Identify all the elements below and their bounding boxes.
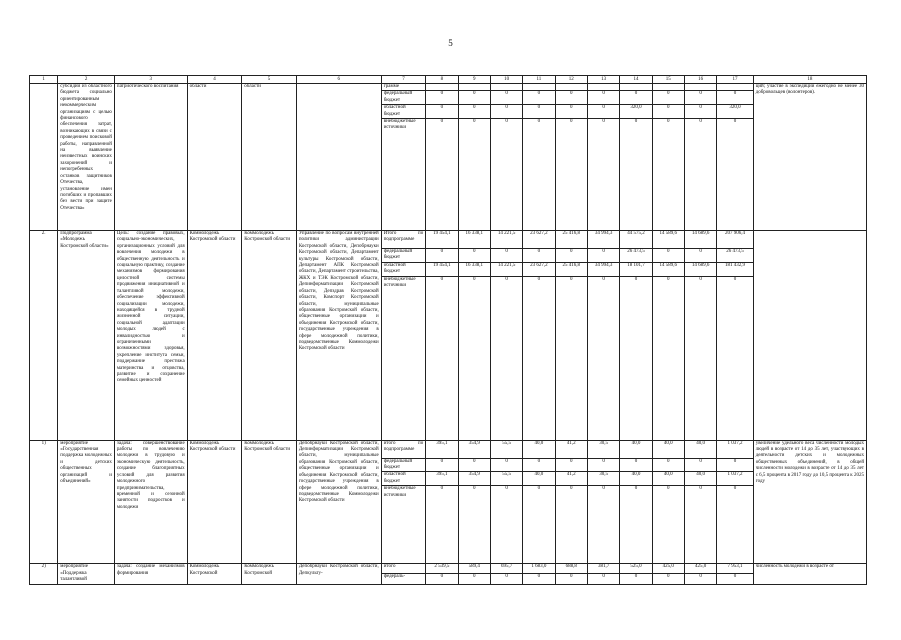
coexecutor: Коммолодежь Костромской области (242, 440, 297, 564)
amount-cell: 688,8 (555, 564, 587, 574)
coexecutor: Коммолодежь Костромской области (242, 231, 297, 441)
amount-cell: 0 (458, 276, 490, 440)
amount-cell: 40,0 (652, 472, 684, 486)
amount-cell: 14 221,5 (490, 231, 522, 249)
amount-cell: 14 689,6 (684, 262, 716, 276)
column-number-1: 1 (30, 76, 58, 84)
amount-cell: 25 416,8 (555, 262, 587, 276)
table-row (30, 231, 867, 249)
amount-cell: 34 994,3 (587, 262, 619, 276)
amount-cell: 0 (523, 276, 555, 440)
amount-cell: 0 (684, 119, 716, 231)
amount-cell: 0 (652, 276, 684, 440)
amount-cell: 23 627,2 (523, 262, 555, 276)
amount-cell: 19 454,1 (426, 231, 458, 249)
amount-cell (652, 84, 684, 91)
amount-cell: 19 454,1 (426, 262, 458, 276)
amount-cell: 0 (587, 105, 619, 119)
coexecutor: области (242, 84, 297, 231)
amount-cell: 34 994,3 (587, 231, 619, 249)
funding-source: итого по подпрограмме (381, 440, 425, 458)
amount-cell: 40,0 (620, 440, 652, 458)
amount-cell: 0 (555, 91, 587, 105)
expected-result: увеличение удельного веса численности молодых людей в возрасте от 14 до 35 лет, участвующих в деятельности детских и молодежных общественных объединений, в общей численности молодежи в возрасте от 14 до 35 лет с 6,5 процента в 2017 году до 10,5 процента к 2025 году (753, 440, 866, 564)
amount-cell (717, 84, 753, 91)
table-row (30, 564, 867, 574)
column-number-6: 6 (296, 76, 381, 84)
amount-cell: 41,2 (555, 472, 587, 486)
amount-cell: 0 (587, 249, 619, 263)
row-number: 2) (30, 564, 58, 584)
amount-cell: 0 (490, 105, 522, 119)
amount-cell: 525,0 (620, 564, 652, 574)
column-number-5: 5 (242, 76, 297, 84)
amount-cell: 589,4 (458, 564, 490, 574)
amount-cell: 0 (555, 249, 587, 263)
amount-cell: 0 (426, 486, 458, 564)
amount-cell: 55,5 (490, 440, 522, 458)
amount-cell: 30,5 (587, 472, 619, 486)
funding-source: областной бюджет (381, 472, 425, 486)
amount-cell (620, 84, 652, 91)
column-number-18: 18 (753, 76, 866, 84)
amount-cell: 0 (555, 574, 587, 584)
amount-cell: 0 (684, 105, 716, 119)
funding-source: федеральный бюджет (381, 458, 425, 472)
amount-cell: 0 (555, 105, 587, 119)
amount-cell: 23 627,2 (523, 231, 555, 249)
amount-cell: 0 (587, 119, 619, 231)
amount-cell: 0 (717, 276, 753, 440)
amount-cell: 0 (490, 574, 522, 584)
funding-source: федераль- (381, 574, 425, 584)
amount-cell: 16 338,1 (458, 262, 490, 276)
funding-source: Итого по подпрограмме (381, 231, 425, 249)
amount-cell: 0 (684, 249, 716, 263)
column-number-9: 9 (458, 76, 490, 84)
column-number-7: 7 (381, 76, 425, 84)
participants: Управление по вопросам внутренней политики администрации Костромской области, Депобрнауки Костромской области, Департамент культуры Костромской области, Департамент АПК Костромской области, Департамент строительства, ЖКХ и ТЭК Костромской области, Депинформатизации Костромской области, Депздрав Костромской области, Комспорт Костромской области, муниципальные образования Костромской области, общественные организации и объединения Костромской области, государственные учреждения в сфере молодежной политики, подведомственные Коммолодежи Костромской области (296, 231, 381, 441)
row-number: 2. (30, 231, 58, 441)
amount-cell: 0 (684, 276, 716, 440)
column-number-10: 10 (490, 76, 522, 84)
goal-text: задача: совершенствование работы по вовлечению молодежи в трудовую и экономическую деятельность, создание благоприятных условий для развития молодежного предпринимательства, временной и сезонной занятости подростков и молодежи (114, 440, 187, 564)
column-number-16: 16 (684, 76, 716, 84)
table-row (30, 440, 867, 458)
amount-cell: 0 (652, 119, 684, 231)
amount-cell: 0 (555, 486, 587, 564)
amount-cell: 0 (490, 119, 522, 231)
column-number-2: 2 (58, 76, 115, 84)
amount-cell: 0 (652, 574, 684, 584)
column-number-17: 17 (717, 76, 753, 84)
amount-cell: 0 (717, 91, 753, 105)
amount-cell: 30,5 (587, 440, 619, 458)
amount-cell: 0 (587, 486, 619, 564)
amount-cell: 0 (652, 458, 684, 472)
goal-text: задача: создание механизмов формирования (114, 564, 187, 584)
amount-cell: 425,0 (684, 564, 716, 574)
amount-cell: 354,9 (458, 440, 490, 458)
amount-cell (555, 84, 587, 91)
amount-cell: 0 (426, 574, 458, 584)
column-number-11: 11 (523, 76, 555, 84)
column-number-row (30, 76, 867, 84)
amount-cell (490, 84, 522, 91)
funding-source: итого (381, 564, 425, 574)
amount-cell: 2 539,5 (426, 564, 458, 574)
amount-cell: 320,0 (620, 105, 652, 119)
goal-text: патриотического воспитания (114, 84, 187, 231)
amount-cell: 0 (620, 91, 652, 105)
amount-cell: 40,0 (523, 472, 555, 486)
amount-cell (426, 84, 458, 91)
amount-cell (587, 84, 619, 91)
amount-cell: 25 416,8 (555, 231, 587, 249)
amount-cell: 0 (523, 458, 555, 472)
amount-cell: 0 (652, 249, 684, 263)
row-number: 1) (30, 440, 58, 564)
amount-cell: 0 (523, 105, 555, 119)
amount-cell: 0 (426, 249, 458, 263)
amount-cell: 0 (587, 458, 619, 472)
amount-cell: 0 (717, 458, 753, 472)
column-number-8: 8 (426, 76, 458, 84)
amount-cell: 0 (426, 105, 458, 119)
amount-cell: 55,5 (490, 472, 522, 486)
column-number-12: 12 (555, 76, 587, 84)
funding-source: областной бюджет (381, 105, 425, 119)
funding-source: внебюджетные источники (381, 486, 425, 564)
amount-cell: 1 037,2 (717, 440, 753, 458)
amount-cell: 0 (717, 119, 753, 231)
amount-cell: 0 (555, 119, 587, 231)
amount-cell: 0 (717, 486, 753, 564)
budget-table (29, 75, 867, 585)
amount-cell: 14 221,5 (490, 262, 522, 276)
amount-cell: 395,1 (426, 440, 458, 458)
amount-cell: 0 (587, 91, 619, 105)
amount-cell: 0 (684, 458, 716, 472)
amount-cell: 0 (458, 458, 490, 472)
amount-cell: 0 (620, 458, 652, 472)
expected-result: численность молодежи в возрасте от (753, 564, 866, 584)
amount-cell: 1 037,2 (717, 472, 753, 486)
expected-result: ций; участие в экспедиции ежегодно не менее 30 добровольцев (волонтеров). (753, 84, 866, 231)
funding-source: федеральный бюджет (381, 91, 425, 105)
funding-source: внебюджетные источники (381, 119, 425, 231)
amount-cell: 425,0 (652, 564, 684, 574)
amount-cell: 14 589,6 (652, 262, 684, 276)
participants: Депобрнауки Костромской области, Депкульту- (296, 564, 381, 584)
responsible-executor: Коммолодежь Костромской (187, 564, 242, 584)
funding-source: федеральный бюджет (381, 249, 425, 263)
responsible-executor: области (187, 84, 242, 231)
amount-cell: 181 432,9 (717, 262, 753, 276)
amount-cell: 0 (717, 574, 753, 584)
amount-cell: 0 (490, 486, 522, 564)
amount-cell: 0 (652, 486, 684, 564)
participants (296, 84, 381, 231)
amount-cell: 0 (490, 276, 522, 440)
goal-text: Цель: создание правовых, социально-экономических, организационных условий для вовлечения молодежи в общественную деятельность и социальную практику, создание механизмов формирования целостной системы продвижения инициативной и талантливой молодежи, обеспечение эффективной социализации молодежи, находящейся в трудной жизненной ситуации, социальной адаптации молодых людей с инвалидностью и ограниченными возможностями здоровья, укрепление института семьи, поддержание престижа материнства и отцовства, развитие и сохранение семейных ценностей (114, 231, 187, 441)
amount-cell: 0 (555, 276, 587, 440)
amount-cell: 7 953,1 (717, 564, 753, 574)
amount-cell: 0 (523, 91, 555, 105)
amount-cell: 0 (490, 249, 522, 263)
amount-cell: 395,1 (426, 472, 458, 486)
amount-cell (684, 84, 716, 91)
program-name: мероприятие «Государственная поддержка молодежных и детских общественных организаций и объединений» (58, 440, 115, 564)
amount-cell: 0 (426, 91, 458, 105)
amount-cell: 40,0 (523, 440, 555, 458)
amount-cell: 0 (652, 91, 684, 105)
amount-cell: 18 101,7 (620, 262, 652, 276)
column-number-15: 15 (652, 76, 684, 84)
amount-cell: 0 (555, 458, 587, 472)
amount-cell: 40,0 (652, 440, 684, 458)
program-name: Подпрограмма «Молодежь Костромской области» (58, 231, 115, 441)
amount-cell: 40,0 (684, 440, 716, 458)
expected-result (753, 231, 866, 441)
amount-cell: 0 (684, 574, 716, 584)
amount-cell: 1 683,0 (523, 564, 555, 574)
column-number-13: 13 (587, 76, 619, 84)
column-number-3: 3 (114, 76, 187, 84)
amount-cell: 14 589,6 (652, 231, 684, 249)
amount-cell: 0 (523, 249, 555, 263)
amount-cell: 0 (620, 119, 652, 231)
amount-cell: 0 (587, 276, 619, 440)
amount-cell: 14 689,6 (684, 231, 716, 249)
responsible-executor: Коммолодежь Костромской области (187, 231, 242, 441)
program-name: субсидии из областного бюджета социально ориентированным некоммерческим организациям с целью финансового обеспечения затрат, возникающих в связи с проведением поисковой работы, направленной на выявление неизвестных воинских захоронений и непогребенных останков защитников Отечества, установление имен погибших и пропавших без вести при защите Отечества» (58, 84, 115, 231)
amount-cell: 40,0 (620, 472, 652, 486)
amount-cell: 0 (684, 486, 716, 564)
amount-cell: 320,0 (717, 105, 753, 119)
amount-cell: 41,2 (555, 440, 587, 458)
amount-cell: 16 338,1 (458, 231, 490, 249)
amount-cell: 0 (458, 105, 490, 119)
amount-cell: 26 473,5 (620, 249, 652, 263)
column-number-4: 4 (187, 76, 242, 84)
amount-cell: 0 (426, 458, 458, 472)
funding-source: грамме (381, 84, 425, 91)
amount-cell: 0 (458, 119, 490, 231)
amount-cell: 0 (458, 486, 490, 564)
amount-cell: 0 (426, 119, 458, 231)
program-name: мероприятие «Поддержка талантливой (58, 564, 115, 584)
amount-cell: 695,7 (490, 564, 522, 574)
funding-source: внебюджетные источники (381, 276, 425, 440)
amount-cell: 0 (620, 486, 652, 564)
amount-cell: 44 575,2 (620, 231, 652, 249)
amount-cell: 0 (490, 91, 522, 105)
amount-cell: 207 906,4 (717, 231, 753, 249)
coexecutor: Коммолодежь Костромской (242, 564, 297, 584)
amount-cell (458, 84, 490, 91)
amount-cell: 0 (652, 105, 684, 119)
amount-cell: 26 473,5 (717, 249, 753, 263)
amount-cell: 40,0 (684, 472, 716, 486)
amount-cell: 354,9 (458, 472, 490, 486)
amount-cell: 0 (426, 276, 458, 440)
page-number: 5 (448, 38, 453, 48)
amount-cell: 0 (490, 458, 522, 472)
amount-cell: 0 (587, 574, 619, 584)
table-row (30, 84, 867, 91)
responsible-executor: Коммолодежь Костромской области (187, 440, 242, 564)
amount-cell: 0 (523, 119, 555, 231)
column-number-14: 14 (620, 76, 652, 84)
funding-source: областной бюджет (381, 262, 425, 276)
amount-cell: 0 (620, 574, 652, 584)
amount-cell: 381,7 (587, 564, 619, 574)
amount-cell: 0 (523, 486, 555, 564)
amount-cell: 0 (684, 91, 716, 105)
amount-cell: 0 (458, 574, 490, 584)
amount-cell: 0 (523, 574, 555, 584)
amount-cell: 0 (458, 249, 490, 263)
participants: Депобрнауки Костромской области, Депинформатизации Костромской области, муниципальные образования Костромской области, общественные организации и объединения Костромской области, государственные учреждения в сфере молодежной политики, подведомственные Коммолодежи Костромской области (296, 440, 381, 564)
amount-cell (523, 84, 555, 91)
row-number (30, 84, 58, 231)
amount-cell: 0 (458, 91, 490, 105)
amount-cell: 0 (620, 276, 652, 440)
